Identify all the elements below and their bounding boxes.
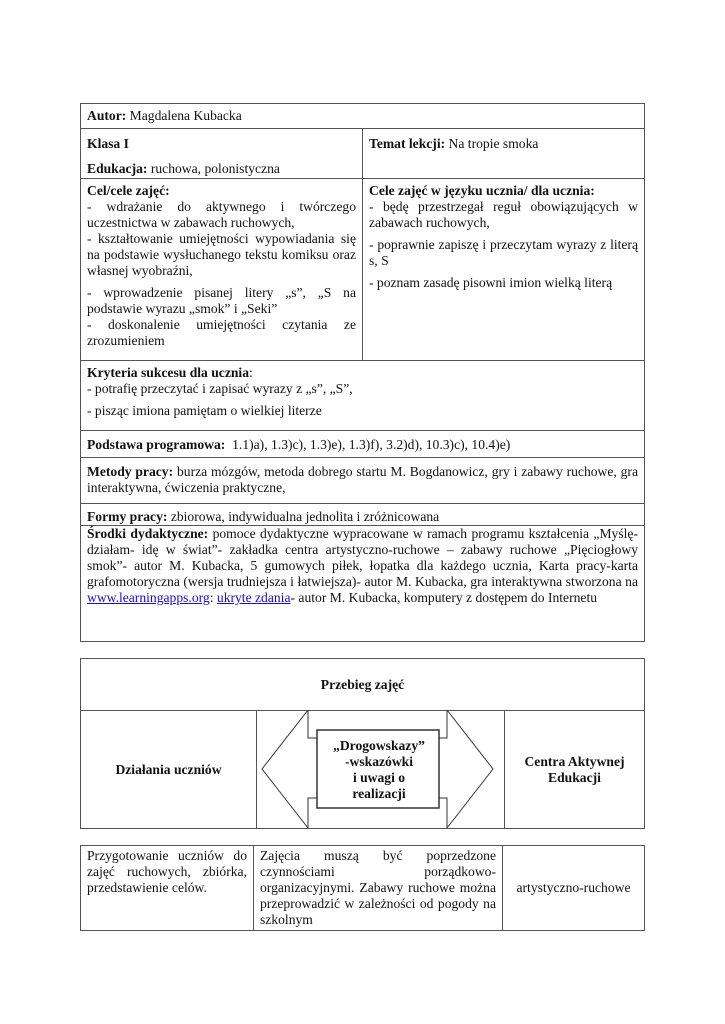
resources-text-end: - autor M. Kubacka, komputery z dostępem do Internetu: [290, 590, 598, 605]
notes-cell: [253, 845, 503, 931]
center-text: artystyczno-ruchowe: [516, 880, 631, 895]
course-title-cell: [80, 658, 645, 711]
hidden-sentences-link[interactable]: ukryte zdania: [216, 590, 291, 605]
goal-item: - wdrażanie do aktywnego i twórczego uczestnictwa w zabawach ruchowych,: [87, 199, 356, 230]
topic-label: Temat lekcji:: [369, 136, 446, 151]
topic-value: Na tropie smoka: [448, 136, 539, 151]
guidance-line: „Drogowskazy”: [333, 738, 425, 753]
course-title: Przebieg zajęć: [320, 676, 405, 692]
guidance-line: -wskazówki: [345, 754, 413, 769]
centers-header: [504, 710, 645, 829]
student-activities-label: Działania uczniów: [115, 761, 222, 777]
student-goal-item: - będę przestrzegał reguł obowiązujących w zabawach ruchowych,: [369, 199, 638, 230]
centers-label: Centra Aktywnej Edukacji: [524, 753, 625, 785]
goals-cell: [80, 178, 363, 361]
class-cell: [80, 128, 363, 179]
goal-item: - doskonalenie umiejętności czytania ze zrozumieniem: [87, 317, 356, 348]
topic-cell: [362, 128, 645, 179]
learningapps-link[interactable]: www.learningapps.org: [87, 590, 210, 605]
student-goals-cell: [362, 178, 645, 361]
criteria-item: - pisząc imiona pamiętam o wielkiej literze: [87, 403, 322, 418]
goals-title: Cel/cele zajęć:: [87, 183, 170, 198]
student-activities-header: [80, 710, 257, 829]
methods-cell: [80, 457, 645, 504]
curriculum-label: Podstawa programowa:: [87, 437, 226, 452]
guidance-header: [256, 710, 505, 829]
author-name: Magdalena Kubacka: [129, 108, 242, 123]
notes-text: Zajęcia muszą być poprzedzone czynnościami porządkowo-organizacyjnymi. Zabawy ruchowe można przeprowadzić w zależności od pogody na szkolnym: [260, 848, 496, 927]
curriculum-value: 1.1)a), 1.3)c), 1.3)e), 1.3)f), 3.2)d), 10.3)c), 10.4)e): [232, 437, 511, 452]
separator: :: [209, 590, 217, 605]
activity-text: Przygotowanie uczniów do zajęć ruchowych, zbiórka, przedstawienie celów.: [87, 848, 247, 895]
education-value: ruchowa, polonistyczna: [150, 161, 280, 176]
guidance-line: realizacji: [352, 786, 406, 801]
forms-value: zbiorowa, indywidualna jednolita i zróżnicowana: [170, 509, 440, 524]
forms-cell: [80, 503, 645, 526]
goal-item: - wprowadzenie pisanej litery „s”, „S na podstawie wyrazu „smok” i „Seki”: [87, 285, 356, 316]
criteria-cell: Kryteria sukcesu dla ucznia: - potrafię przeczytać i zapisać wyrazy z „s”, „S”, - pisząc imiona pamiętam o wielkiej literze: [80, 360, 645, 431]
resources-text: pomoce dydaktyczne wypracowane w ramach programu kształcenia „Myślę- działam- idę w świat”- zakładka centra artystyczno-ruchowe – zabawy ruchowe „Pięciogłowy smok”- autor M. Kubacka, 5 gumowych piłek, łopatka dla każdego ucznia, Karta pracy-karta grafomotoryczna (wersja trudniejsza i łatwiejsza)- autor M. Kubacka, gra interaktywna stworzona na: [87, 526, 638, 589]
student-goal-item: - poprawnie zapiszę i przeczytam wyrazy z literą s, S: [369, 237, 638, 268]
resources-cell: [80, 525, 645, 642]
resources-label: Środki dydaktyczne:: [87, 526, 209, 541]
methods-label: Metody pracy:: [87, 464, 174, 479]
student-goals-title: Cele zajęć w języku ucznia/ dla ucznia:: [369, 183, 595, 198]
curriculum-cell: [80, 430, 645, 458]
methods-value: burza mózgów, metoda dobrego startu M. Bogdanowicz, gry i zabawy ruchowe, gra interaktywna, ćwiczenia praktyczne,: [87, 464, 638, 495]
guidance-line: i uwagi o: [352, 770, 406, 785]
activity-cell: [80, 845, 254, 931]
guidance-label: [318, 731, 440, 809]
center-cell: [502, 845, 645, 931]
criteria-title: Kryteria sukcesu dla ucznia: [87, 365, 249, 380]
author-cell: [80, 103, 645, 129]
goal-item: - kształtowanie umiejętności wypowiadania się na podstawie wysłuchanego tekstu komiksu oraz własnej wyobraźni,: [87, 231, 356, 278]
criteria-item: - potrafię przeczytać i zapisać wyrazy z „s”, „S”,: [87, 381, 353, 396]
student-goal-item: - poznam zasadę pisowni imion wielką literą: [369, 275, 613, 290]
class-label: Klasa I: [87, 136, 129, 151]
education-label: Edukacja:: [87, 161, 148, 176]
author-label: Autor:: [87, 108, 127, 123]
forms-label: Formy pracy:: [87, 509, 168, 524]
